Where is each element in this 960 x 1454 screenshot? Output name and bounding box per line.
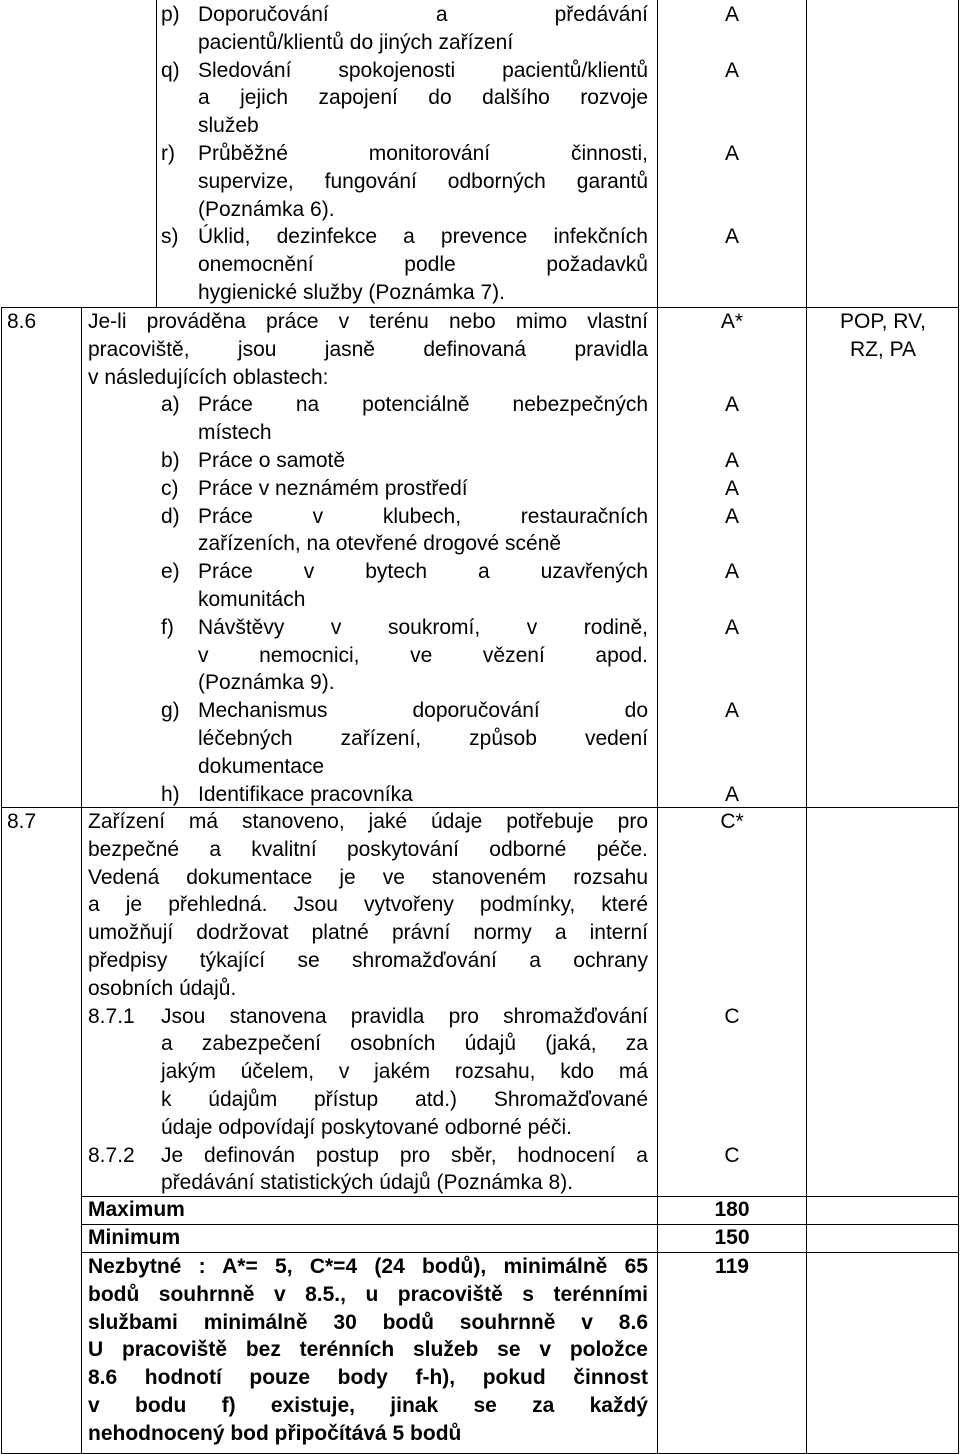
score-value: A (724, 225, 739, 249)
required-text-line: v bodu f) existuje, jinak se za každý (88, 1394, 648, 1417)
score-value: A (724, 476, 739, 500)
score-value: C* (720, 810, 744, 833)
score-value: C (724, 1004, 740, 1028)
subsection-number: 8.7.2 (88, 1143, 135, 1167)
item-marker: p) (161, 3, 180, 26)
item-marker: a) (161, 393, 180, 417)
subsection-text-line: k údajům přístup atd.) Shromažďované (161, 1088, 648, 1111)
rule-left (1, 307, 2, 1454)
section-text-line: a je přehledná. Jsou vytvořeny podmínky, které (88, 893, 648, 917)
item-text-line: Průběžné monitorování činnosti, (198, 142, 648, 165)
item-text-line: Identifikace pracovníka (198, 782, 413, 806)
subsection-text-line: jakým účelem, v jakém rozsahu, kdo má (161, 1060, 648, 1084)
required-text-line: U pracoviště bez terénních služeb se v položce (88, 1338, 648, 1362)
minimum-label: Minimum (88, 1226, 181, 1249)
item-marker: b) (161, 449, 180, 472)
item-marker: h) (161, 782, 180, 806)
item-text-line: Sledování spokojenosti pacientů/klientů (198, 58, 648, 82)
item-marker: e) (161, 560, 180, 584)
subsection-number: 8.7.1 (88, 1004, 135, 1028)
item-text-line: pacientů/klientů do jiných zařízení (198, 30, 514, 54)
item-marker: s) (161, 225, 179, 249)
item-text-line: Práce v klubech, restauračních (198, 504, 648, 528)
subsection-text-line: předávání statistických údajů (Poznámka 8). (161, 1171, 574, 1195)
required-text-line: službami minimálně 30 bodů souhrnně v 8.6 (88, 1310, 648, 1334)
subsection-text-line: Jsou stanovena pravidla pro shromažďování (161, 1004, 648, 1028)
item-text-line: (Poznámka 6). (198, 197, 335, 221)
required-text-line: 8.6 hodnotí pouze body f-h), pokud činnost (88, 1366, 648, 1390)
item-text-line: zařízeních, na otevřené drogové scéně (198, 532, 562, 556)
item-text-line: supervize, fungování odborných garantů (198, 169, 648, 193)
section-text-line: Je-li prováděna práce v terénu nebo mimo vlastní (88, 310, 648, 333)
score-value: A (724, 58, 739, 82)
score-value: C (724, 1143, 740, 1167)
required-text-line: Nezbytné : A*= 5, C*=4 (24 bodů), minimálně 65 (88, 1255, 648, 1278)
rule-row-min (81, 1224, 959, 1225)
section-text-line: Vedená dokumentace je ve stanoveném rozsahu (88, 865, 648, 889)
score-value: A (724, 699, 739, 723)
item-text-line: Práce na potenciálně nebezpečných (198, 393, 648, 417)
required-value: 119 (715, 1255, 749, 1278)
subsection-text-line: Je definován postup pro sběr, hodnocení a (161, 1143, 648, 1167)
rule-subnum-left (156, 0, 157, 307)
section-number: 8.6 (7, 310, 37, 333)
item-text-line: onemocnění podle požadavků (198, 253, 648, 277)
minimum-value: 150 (714, 1226, 750, 1249)
item-text-line: léčebných zařízení, způsob vedení (198, 727, 648, 750)
category-value: RZ, PA (849, 337, 917, 361)
section-text-line: pracoviště, jsou jasně definovaná pravidla (88, 337, 648, 361)
maximum-label: Maximum (88, 1198, 185, 1221)
item-text-line: hygienické služby (Poznámka 7). (198, 281, 505, 304)
item-text-line: Práce v neznámém prostředí (198, 476, 468, 500)
subsection-text-line: a zabezpečení osobních údajů (jaká, za (161, 1032, 648, 1056)
item-text-line: Doporučování a předávání (198, 3, 648, 26)
rule-category-left (806, 0, 807, 1454)
section-text-line: Zařízení má stanoveno, jaké údaje potřebuje pro (88, 810, 648, 833)
score-value: A* (720, 310, 744, 333)
rule-num-left (81, 307, 82, 1454)
item-text-line: komunitách (198, 588, 306, 611)
score-value: A (724, 449, 739, 472)
score-value: A (724, 393, 739, 417)
item-text-line: (Poznámka 9). (198, 671, 335, 695)
item-text-line: Práce o samotě (198, 449, 346, 472)
score-value: A (724, 3, 739, 26)
score-value: A (724, 615, 739, 639)
item-text-line: služeb (198, 114, 259, 138)
section-text-line: v následujících oblastech: (88, 365, 329, 389)
item-text-line: Úklid, dezinfekce a prevence infekčních (198, 225, 648, 249)
item-text-line: místech (198, 421, 272, 445)
item-marker: f) (161, 615, 174, 639)
category-value: POP, RV, (839, 310, 926, 333)
maximum-value: 180 (714, 1198, 750, 1221)
item-text-line: Práce v bytech a uzavřených (198, 560, 648, 584)
item-text-line: a jejich zapojení do dalšího rozvoje (198, 86, 648, 110)
section-text-line: osobních údajů. (88, 976, 237, 1000)
score-value: A (724, 560, 739, 584)
item-marker: g) (161, 699, 180, 723)
item-marker: r) (161, 142, 175, 165)
item-marker: d) (161, 504, 180, 528)
item-text-line: Mechanismus doporučování do (198, 699, 648, 723)
score-value: A (724, 142, 739, 165)
section-text-line: umožňují dodržovat platné právní normy a interní (88, 921, 648, 945)
subsection-text-line: údaje odpovídají poskytované odborné péči. (161, 1115, 572, 1139)
item-text-line: Návštěvy v soukromí, v rodině, (198, 615, 648, 639)
item-text-line: dokumentace (198, 754, 325, 778)
section-number: 8.7 (7, 810, 37, 833)
item-marker: c) (161, 476, 179, 500)
score-value: A (724, 504, 739, 528)
required-text-line: bodů souhrnně v 8.5., u pracoviště s terénními (88, 1282, 648, 1306)
item-marker: q) (161, 58, 180, 82)
section-text-line: bezpečné a kvalitní poskytování odborné péče. (88, 837, 648, 861)
item-text-line: v nemocnici, ve vězení apod. (198, 643, 648, 667)
section-text-line: předpisy týkající se shromažďování a ochrany (88, 949, 648, 972)
required-text-line: nehodnocený bod připočítává 5 bodů (88, 1421, 462, 1445)
rule-right (958, 0, 959, 1454)
score-value: A (724, 782, 739, 806)
